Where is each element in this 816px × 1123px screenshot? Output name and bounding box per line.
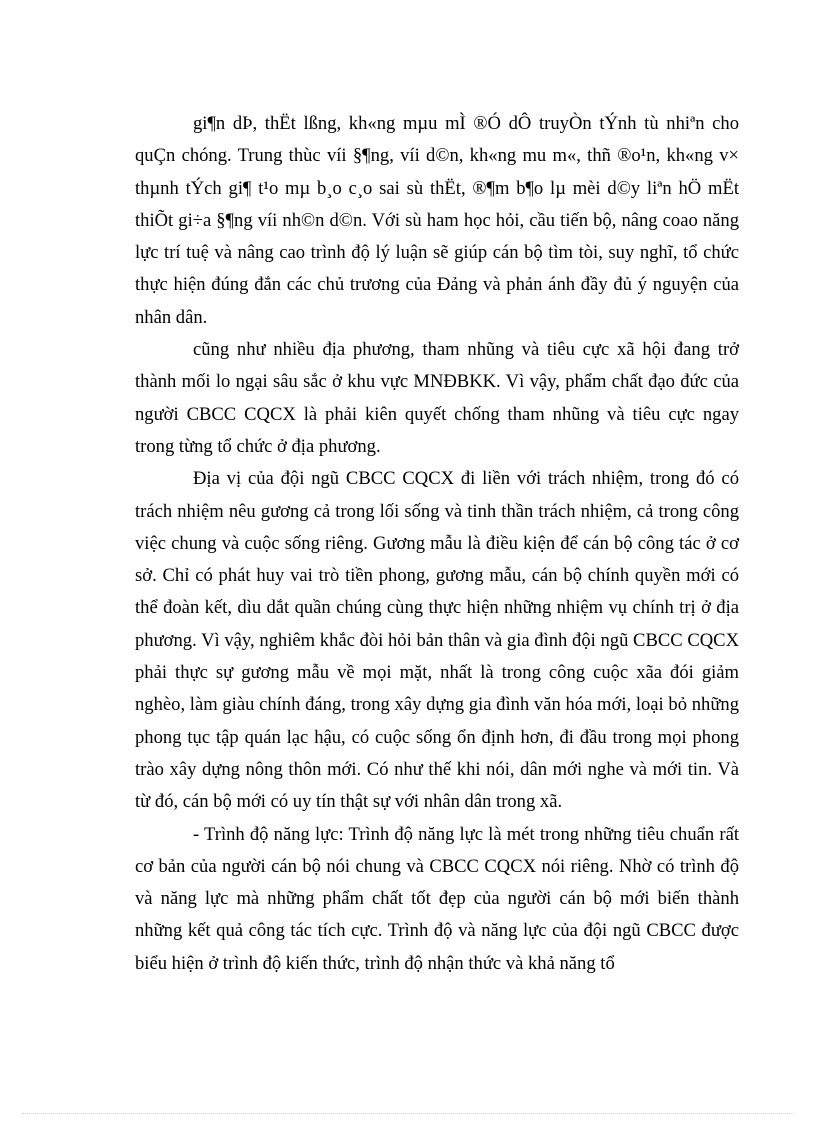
paragraph: Địa vị của đội ngũ CBCC CQCX đi liền với trách nhiệm, trong đó có trách nhiệm nêu gương cả trong lối sống và tinh thần trách nhiệm, cả trong công việc chung và cuộc sống riêng. Gương mẫu là điều kiện để cán bộ công tác ở cơ sở. Chỉ có phát huy vai trò tiền phong, gương mẫu, cán bộ chính quyền mới có thể đoàn kết, dìu dắt quần chúng cùng thực hiện những nhiệm vụ chính trị ở địa phương. Vì vậy, nghiêm khắc đòi hỏi bản thân và gia đình đội ngũ CBCC CQCX phải thực sự gương mẫu về mọi mặt, nhất là trong công cuộc xãa đói giảm nghèo, làm giàu chính đáng, trong xây dựng gia đình văn hóa mới, loại bỏ những phong tục tập quán lạc hậu, có cuộc sống ổn định hơn, đi đầu trong mọi phong trào xây dựng nông thôn mới. Có như thế khi nói, dân mới nghe và mới tin. Và từ đó, cán bộ mới có uy tín thật sự với nhân dân trong xã.	[135, 468, 739, 813]
paragraph: cũng như nhiều địa phương, tham nhũng và tiêu cực xã hội đang trở thành mối lo ngại sâu sắc ở khu vực MNĐBKK. Vì vậy, phẩm chất đạo đức của người CBCC CQCX là phải kiên quyết chống tham nhũng và tiêu cực ngay trong từng tổ chức ở địa phương.	[135, 339, 739, 457]
page-bottom-edge	[22, 1113, 794, 1114]
document-body	[135, 108, 739, 980]
paragraph: gi¶n dÞ, thËt lßng, kh«ng mµu mÌ ®Ó dÔ truyÒn tÝnh tù nhiªn cho quÇn chóng. Trung thùc víi §¶ng, víi d©n, kh«ng mu m«, thñ ®o¹n, kh«ng v× thµnh tÝch gi¶ t¹o mµ b¸o c¸o sai sù thËt, ®¶m b¶o lµ mèi d©y liªn hÖ mËt thiÕt gi÷a §¶ng víi nh©n d©n. Với sù ham học hỏi, cầu tiến bộ, nâng coao năng lực trí tuệ và nâng cao trình độ lý luận sẽ giúp cán bộ tìm tòi, suy nghĩ, tổ chức thực hiện đúng đắn các chủ trương của Đảng và phản ánh đầy đủ ý nguyện của nhân dân.	[135, 113, 739, 328]
paragraph: - Trình độ năng lực: Trình độ năng lực là mét trong những tiêu chuẩn rất cơ bản của người cán bộ nói chung và CBCC CQCX nói riêng. Nhờ có trình độ và năng lực mà những phẩm chất tốt đẹp của người cán bộ mới biến thành những kết quả công tác tích cực. Trình độ và năng lực của đội ngũ CBCC được biểu hiện ở trình độ kiến thức, trình độ nhận thức và khả năng tổ	[135, 823, 739, 974]
